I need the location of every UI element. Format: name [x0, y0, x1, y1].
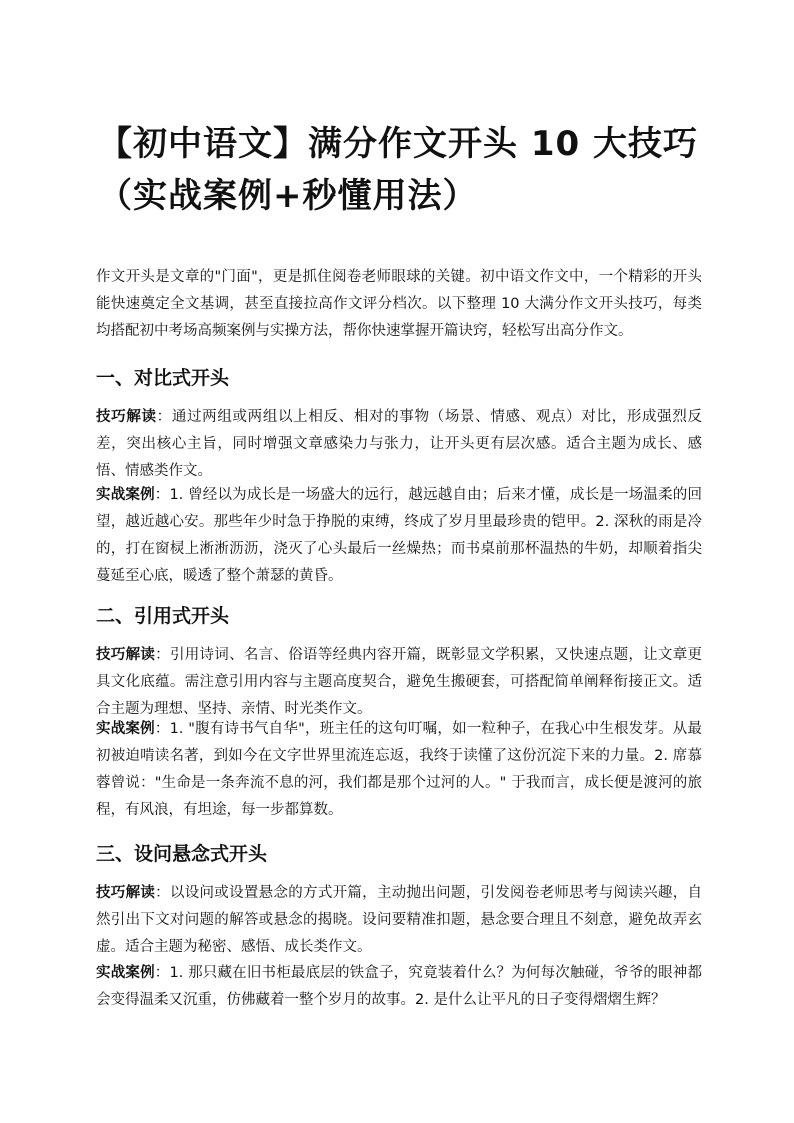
section-3-tip [96, 880, 702, 961]
section-1-tip [96, 404, 702, 485]
intro-paragraph: 作文开头是文章的"门面"，更是抓住阅卷老师眼球的关键。初中语文作文中，一个精彩的开头能快速奠定全文基调，甚至直接拉高作文评分档次。以下整理 10 大满分作文开头技巧，每类均搭配初中考场高频案例与实操方法，帮你快速掌握开篇诀窍，轻松写出高分作文。 [96, 269, 702, 339]
section-heading-1: 一、对比式开头 [96, 367, 230, 389]
tip-label: 技巧解读 [96, 647, 156, 663]
tip-label: 技巧解读 [96, 409, 157, 425]
section-1-case [96, 482, 702, 590]
case-label: 实战案例 [96, 721, 155, 737]
case-text: ：1. 曾经以为成长是一场盛大的远行，越远越自由；后来才懂，成长是一场温柔的回望，越近越心安。那些年少时急于挣脱的束缚，终成了岁月里最珍贵的铠甲。2. 深秋的雨是冷的，打在窗棂上淅淅沥沥，浇灭了心头最后一丝燥热；而书桌前那杯温热的牛奶，却顺着指尖蔓延至心底，暖透了整个萧瑟的黄昏。 [96, 487, 702, 584]
tip-text: ：引用诗词、名言、俗语等经典内容开篇，既彰显文学积累，又快速点题，让文章更具文化底蕴。需注意引用内容与主题高度契合，避免生搬硬套，可搭配简单阐释衔接正文。适合主题为理想、坚持、亲情、时光类作文。 [96, 647, 703, 717]
tip-text: ：通过两组或两组以上相反、相对的事物（场景、情感、观点）对比，形成强烈反差，突出核心主旨，同时增强文章感染力与张力，让开头更有层次感。适合主题为成长、感悟、情感类作文。 [96, 409, 703, 479]
case-label: 实战案例 [96, 965, 155, 981]
case-text: ：1. "腹有诗书气自华"，班主任的这句叮嘱，如一粒种子，在我心中生根发芽。从最初被迫啃读名著，到如今在文字世界里流连忘返，我终于读懂了这份沉淀下来的力量。2. 席慕蓉曾说："生命是一条奔流不息的河，我们都是那个过河的人。" 于我而言，成长便是渡河的旅程，有风浪，有坦途，每一步都算数。 [96, 721, 703, 818]
section-heading-2: 二、引用式开头 [96, 605, 230, 627]
section-2-tip [96, 642, 702, 723]
section-3-case [96, 960, 702, 1014]
document-title: 【初中语文】满分作文开头 10 大技巧（实战案例+秒懂用法） [98, 124, 698, 216]
case-text: ：1. 那只藏在旧书柜最底层的铁盒子，究竟装着什么？为何每次触碰，爷爷的眼神都会变得温柔又沉重，仿佛藏着一整个岁月的故事。2. 是什么让平凡的日子变得熠熠生辉？ [96, 965, 702, 1008]
section-heading-3: 三、设问悬念式开头 [96, 843, 268, 865]
section-2-case [96, 716, 702, 824]
tip-text: ：以设问或设置悬念的方式开篇，主动抛出问题，引发阅卷老师思考与阅读兴趣，自然引出下文对问题的解答或悬念的揭晓。设问要精准扣题，悬念要合理且不刻意，避免故弄玄虚。适合主题为秘密、感悟、成长类作文。 [96, 885, 703, 955]
tip-label: 技巧解读 [96, 885, 156, 901]
case-label: 实战案例 [96, 487, 155, 503]
